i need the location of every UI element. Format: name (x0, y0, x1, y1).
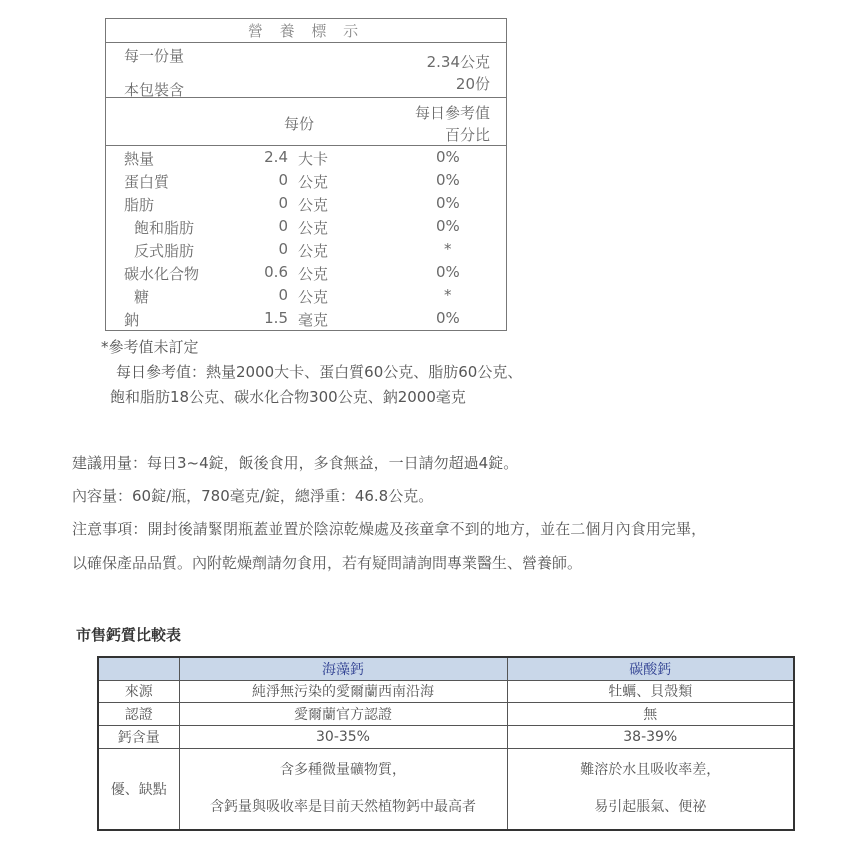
divider (106, 97, 506, 98)
carbonate-cons-line1: 難溶於水且吸收率差， (580, 761, 721, 778)
nutrient-amount: 0 (278, 171, 288, 189)
header-calcium-carbonate: 碳酸鈣 (507, 657, 794, 680)
nutrient-daily-value: 0% (436, 148, 460, 166)
servings-per-pack-label: 本包裝含 (124, 81, 185, 99)
nutrient-unit: 大卡 (298, 150, 329, 168)
serving-size-label: 每一份量 (124, 47, 185, 65)
row-label: 鈣含量 (98, 725, 179, 748)
servings-per-pack-value: 20份 (455, 75, 490, 93)
nutrient-name: 飽和脂肪 (134, 219, 195, 237)
nutrient-daily-value: 0% (436, 171, 460, 189)
table-row (98, 725, 794, 748)
nutrient-amount: 0 (278, 240, 288, 258)
daily-reference-line1: 每日參考值：熱量2000大卡、蛋白質60公克、脂肪60公克、 (116, 363, 523, 381)
nutrient-unit: 公克 (298, 173, 329, 191)
divider (106, 145, 506, 146)
nutrient-daily-value: 0% (436, 309, 460, 327)
nutrient-unit: 公克 (298, 242, 329, 260)
nutrient-amount: 2.4 (264, 148, 288, 166)
caution-text-line1: 注意事項：開封後請緊閉瓶蓋並置於陰涼乾燥處及孩童拿不到的地方，並在二個月內食用完畢， (72, 520, 707, 538)
nutrient-amount: 0.6 (264, 263, 288, 281)
nutrition-title: 營 養 標 示 (106, 19, 506, 43)
header-seaweed-calcium: 海藻鈣 (179, 657, 507, 680)
seaweed-pros-cons (179, 748, 507, 830)
caution-text-line2: 以確保產品品質。內附乾燥劑請勿食用，若有疑問請詢問專業醫生、營養師。 (72, 554, 583, 572)
nutrient-name: 熱量 (124, 150, 155, 168)
nutrient-name: 脂肪 (124, 196, 155, 214)
nutrient-daily-value: 0% (436, 194, 460, 212)
nutrient-unit: 公克 (298, 288, 329, 306)
seaweed-pros-line1: 含多種微量礦物質， (280, 761, 406, 778)
nutrient-amount: 0 (278, 194, 288, 212)
table-header-row (98, 657, 794, 680)
nutrient-daily-value: * (444, 286, 452, 304)
nutrient-daily-value: 0% (436, 263, 460, 281)
carbonate-value: 牡蠣、貝殼類 (507, 680, 794, 703)
row-label: 優、缺點 (98, 748, 179, 830)
seaweed-value: 愛爾蘭官方認證 (179, 703, 507, 726)
nutrient-name: 碳水化合物 (124, 265, 200, 283)
carbonate-value: 38-39% (507, 725, 794, 748)
carbonate-value: 無 (507, 703, 794, 726)
nutrient-unit: 公克 (298, 196, 329, 214)
seaweed-pros-line2: 含鈣量與吸收率是目前天然植物鈣中最高者 (210, 798, 476, 815)
seaweed-value: 30-35% (179, 725, 507, 748)
nutrient-name: 蛋白質 (124, 173, 170, 191)
daily-reference-line2: 飽和脂肪18公克、碳水化合物300公克、鈉2000毫克 (110, 388, 466, 406)
row-label: 認證 (98, 703, 179, 726)
header-blank-cell (98, 657, 179, 680)
row-label: 來源 (98, 680, 179, 703)
nutrient-unit: 公克 (298, 219, 329, 237)
daily-value-header-line1: 每日參考值 (414, 104, 490, 122)
comparison-table-title: 市售鈣質比較表 (76, 626, 182, 644)
nutrient-name: 反式脂肪 (134, 242, 195, 260)
nutrient-amount: 0 (278, 217, 288, 235)
table-row (98, 703, 794, 726)
carbonate-pros-cons (507, 748, 794, 830)
undefined-reference-note: *參考值未訂定 (101, 338, 199, 356)
serving-size-value: 2.34公克 (426, 53, 490, 71)
nutrient-unit: 公克 (298, 265, 329, 283)
nutrient-daily-value: * (444, 240, 452, 258)
nutrition-facts-table (105, 18, 507, 331)
nutrient-name: 糖 (134, 288, 150, 306)
seaweed-value: 純淨無污染的愛爾蘭西南沿海 (179, 680, 507, 703)
usage-text: 建議用量：每日3~4錠，飯後食用，多食無益，一日請勿超過4錠。 (72, 454, 519, 472)
nutrient-amount: 1.5 (264, 309, 288, 327)
table-row-pros-cons (98, 748, 794, 830)
per-serving-header: 每份 (284, 115, 315, 133)
content-text: 內容量：60錠/瓶，780毫克/錠，總淨重：46.8公克。 (72, 487, 434, 505)
calcium-comparison-table (97, 656, 795, 831)
nutrient-amount: 0 (278, 286, 288, 304)
table-row (98, 680, 794, 703)
nutrient-daily-value: 0% (436, 217, 460, 235)
nutrient-name: 鈉 (124, 311, 140, 329)
nutrient-unit: 毫克 (298, 311, 329, 329)
daily-value-header-line2: 百分比 (444, 126, 490, 144)
carbonate-cons-line2: 易引起脹氣、便祕 (594, 798, 707, 815)
